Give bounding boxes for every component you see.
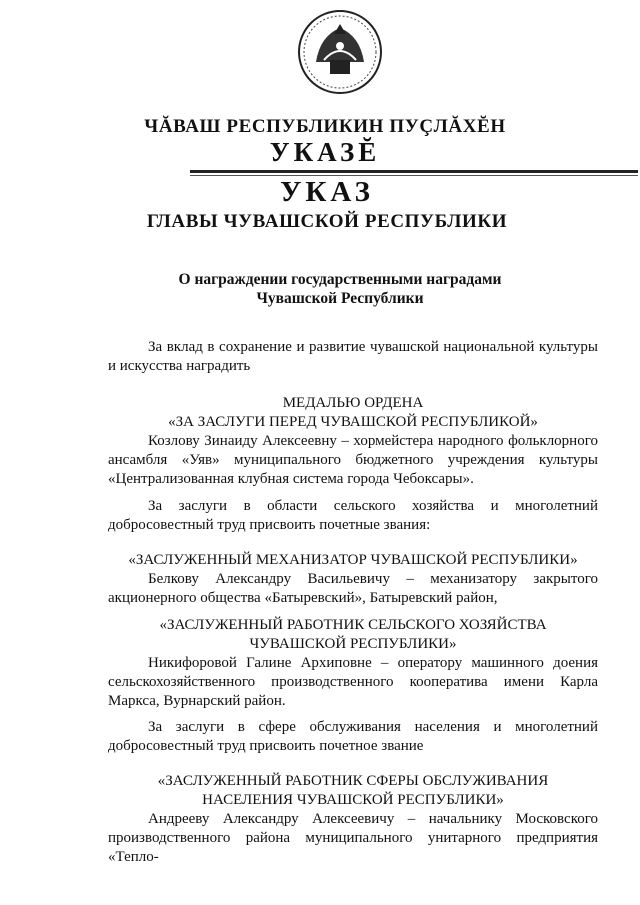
mechanizer-title: «ЗАСЛУЖЕННЫЙ МЕХАНИЗАТОР ЧУВАШСКОЙ РЕСПУБЛИКИ» — [128, 552, 578, 568]
agriculture-worker-title — [108, 616, 598, 654]
chuvash-header-title: ЧĂВАШ РЕСПУБЛИКИН ПУÇЛĂХĔН — [144, 116, 506, 137]
header-divider-thick — [190, 170, 638, 173]
subject-line-1: О награждении государственными наградами — [178, 271, 502, 288]
chuvash-coat-of-arms-emblem-icon — [294, 6, 386, 98]
medal-award-title — [108, 394, 598, 432]
service-worker-title — [108, 772, 598, 810]
medal-title-line-2: «ЗА ЗАСЛУГИ ПЕРЕД ЧУВАШСКОЙ РЕСПУБЛИКОЙ» — [168, 414, 538, 430]
agriculture-title-line-1: «ЗАСЛУЖЕННЫЙ РАБОТНИК СЕЛЬСКОГО ХОЗЯЙСТВА — [159, 617, 547, 633]
awardee-kozlova-paragraph: Козлову Зинаиду Алексеевну – хормейстера народного фольклорного ансамбля «Уяв» муниципального бюджетного учреждения культуры «Централизованная клубная система города Чебоксары». — [108, 433, 598, 487]
service-title-line-1: «ЗАСЛУЖЕННЫЙ РАБОТНИК СФЕРЫ ОБСЛУЖИВАНИЯ — [157, 773, 549, 789]
document-title: УКАЗ — [280, 176, 374, 208]
decree-subject — [60, 270, 620, 308]
agriculture-title-line-2: ЧУВАШСКОЙ РЕСПУБЛИКИ» — [249, 636, 457, 652]
service-intro-paragraph: За заслуги в сфере обслуживания населения и многолетний добросовестный труд присвоить почетное звание — [108, 719, 598, 754]
service-title-line-2: НАСЕЛЕНИЯ ЧУВАШСКОЙ РЕСПУБЛИКИ» — [202, 792, 504, 808]
agriculture-intro-paragraph: За заслуги в области сельского хозяйства и многолетний добросовестный труд присвоить почетные звания: — [108, 498, 598, 533]
awardee-andreev-paragraph: Андрееву Александру Алексеевичу – начальнику Московского производственного района муниципального унитарного предприятия «Тепло- — [108, 811, 598, 865]
chuvash-header-ukaze: УКАЗĔ — [269, 137, 381, 167]
awardee-nikiforova-paragraph: Никифоровой Галине Архиповне – оператору машинного доения сельскохозяйственного производственного кооператива имени Карла Маркса, Вурнарский район. — [108, 655, 598, 709]
culture-intro-paragraph: За вклад в сохранение и развитие чувашской национальной культуры и искусства наградить — [108, 339, 598, 374]
document-authority: ГЛАВЫ ЧУВАШСКОЙ РЕСПУБЛИКИ — [146, 211, 508, 232]
awardee-belkov-paragraph: Белкову Александру Васильевичу – механизатору закрытого акционерного общества «Батыревский», Батыревский район, — [108, 571, 598, 606]
medal-title-line-1: МЕДАЛЬЮ ОРДЕНА — [282, 395, 424, 411]
subject-line-2: Чувашской Республики — [256, 290, 424, 307]
